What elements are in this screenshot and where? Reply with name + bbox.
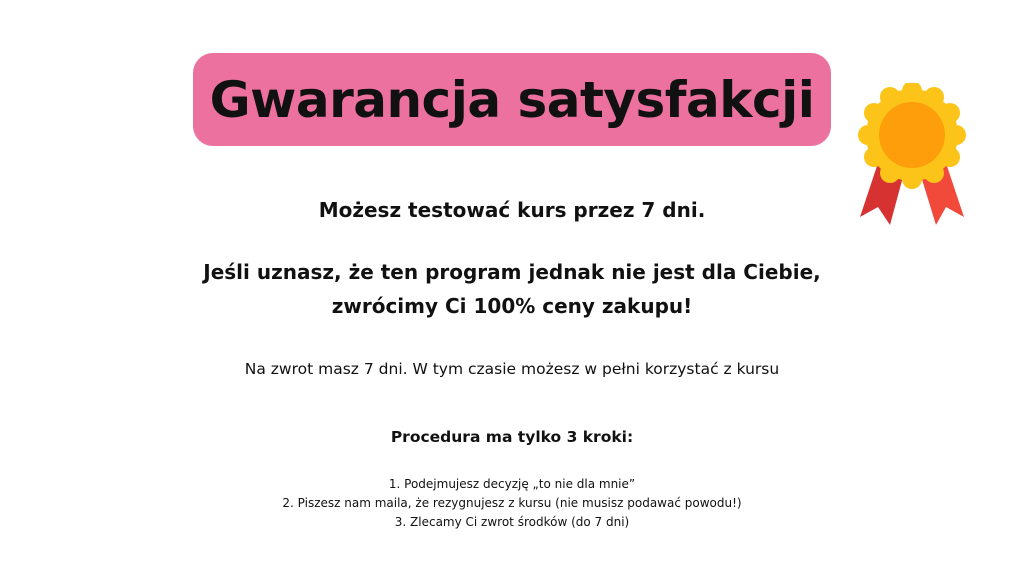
procedure-title: Procedura ma tylko 3 kroki: (390, 428, 634, 446)
refund-note: Na zwrot masz 7 dni. W tym czasie możesz w pełni korzystać z kursu (244, 360, 780, 378)
title-banner (193, 53, 831, 146)
intro-text: Możesz testować kurs przez 7 dni. (318, 198, 706, 222)
procedure-step-3: 3. Zlecamy Ci zwrot środków (do 7 dni) (394, 515, 630, 529)
medal-inner (879, 102, 945, 168)
procedure-step-1: 1. Podejmujesz decyzję „to nie dla mnie” (388, 477, 636, 491)
guarantee-line-1: Jeśli uznasz, że ten program jednak nie jest dla Ciebie, (203, 260, 821, 284)
page-title: Gwarancja satysfakcji (209, 70, 815, 129)
procedure-step-2: 2. Piszesz nam maila, że rezygnujesz z kursu (nie musisz podawać powodu!) (282, 496, 742, 510)
guarantee-line-2: zwrócimy Ci 100% ceny zakupu! (331, 294, 693, 318)
